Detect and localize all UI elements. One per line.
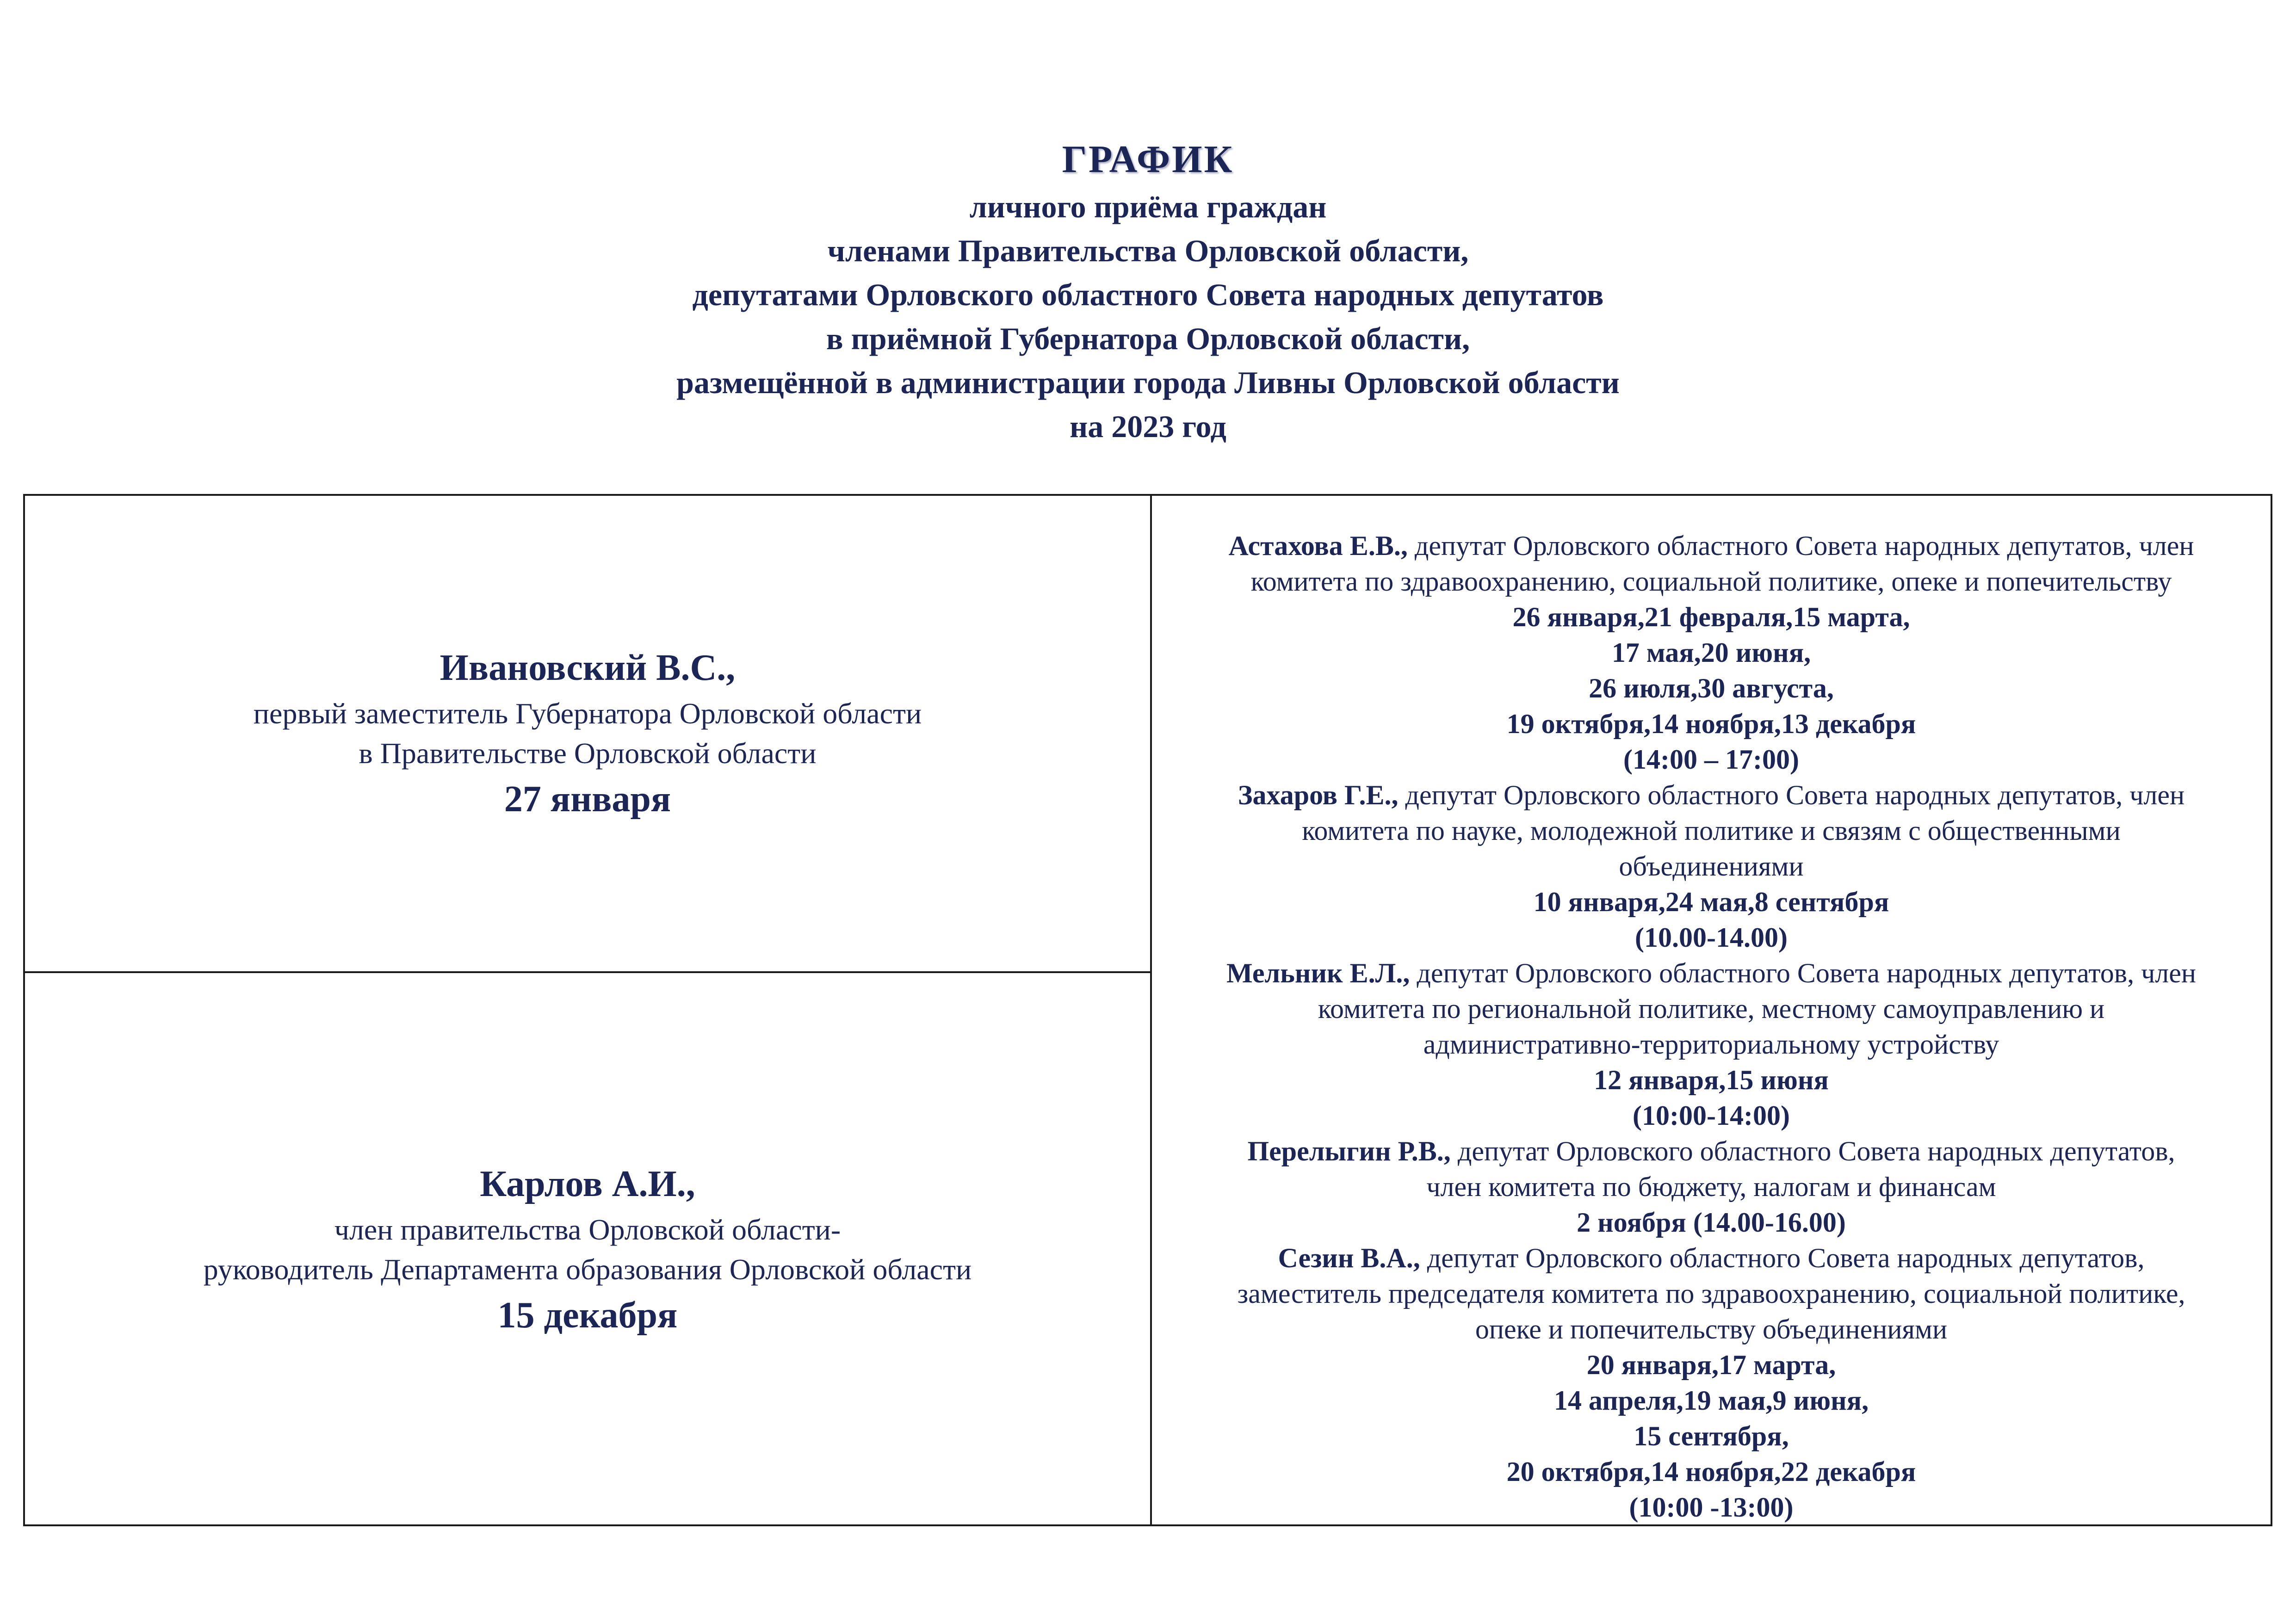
deputy-block-zakharov [1170, 777, 2252, 956]
document-title: ГРАФИК [1062, 138, 1234, 181]
official-date: 27 января [504, 779, 671, 820]
deputy-dates: 10 января,24 мая,8 сентября [1533, 887, 1889, 917]
deputy-dates: 14 апреля,19 мая,9 июня, [1553, 1385, 1869, 1416]
deputy-position: член комитета по бюджету, налогам и финансам [1426, 1172, 1996, 1202]
deputy-dates: 26 января,21 февраля,15 марта, [1512, 602, 1910, 632]
header-line: членами Правительства Орловской области, [827, 233, 1469, 268]
official-date: 15 декабря [497, 1295, 678, 1336]
official-name: Карлов А.И., [480, 1164, 695, 1204]
official-position: первый заместитель Губернатора Орловской области [253, 697, 922, 730]
header-line: личного приёма граждан [969, 189, 1327, 224]
deputy-name: Мельник Е.Л., [1226, 958, 1410, 988]
deputy-dates: 12 января,15 июня [1594, 1065, 1829, 1095]
official-position: в Правительстве Орловской области [359, 737, 817, 770]
deputy-intro-line [1170, 777, 2252, 813]
deputy-position: заместитель председателя комитета по здравоохранению, социальной политике, [1237, 1278, 2185, 1309]
deputy-position: комитета по науке, молодежной политике и связям с общественными [1302, 815, 2121, 846]
header-line: на 2023 год [1070, 409, 1226, 444]
deputy-position: комитета по здравоохранению, социальной политике, опеке и попечительству [1250, 566, 2172, 597]
deputy-position: депутат Орловского областного Совета народных депутатов, член [1410, 958, 2196, 988]
deputy-dates: 17 мая,20 июня, [1611, 637, 1811, 668]
deputy-block-perelygin [1170, 1134, 2252, 1240]
deputy-dates: 20 января,17 марта, [1586, 1350, 1836, 1380]
deputy-name: Сезин В.А., [1278, 1243, 1420, 1273]
deputy-hours: (10:00-14:00) [1633, 1100, 1790, 1131]
deputy-position: депутат Орловского областного Совета народных депутатов, [1420, 1243, 2145, 1273]
deputy-intro-line [1170, 528, 2252, 564]
deputy-position: депутат Орловского областного Совета народных депутатов, член [1407, 530, 2194, 561]
deputy-dates: 19 октября,14 ноября,13 декабря [1506, 709, 1916, 739]
header-line: депутатами Орловского областного Совета народных депутатов [692, 277, 1604, 312]
deputy-hours: (10.00-14.00) [1635, 922, 1788, 953]
deputy-hours: (14:00 – 17:00) [1623, 744, 1799, 775]
header-line: в приёмной Губернатора Орловской области, [826, 321, 1470, 356]
deputy-block-melnik [1170, 956, 2252, 1134]
deputy-dates: 20 октября,14 ноября,22 декабря [1506, 1456, 1916, 1487]
deputy-intro-line [1170, 1240, 2252, 1276]
deputy-dates: 15 сентября, [1634, 1421, 1789, 1451]
deputy-intro-line [1170, 956, 2252, 991]
deputy-dates: 26 июля,30 августа, [1589, 673, 1834, 703]
deputy-hours: (10:00 -13:00) [1629, 1492, 1794, 1523]
schedule-table [23, 494, 2272, 1526]
deputy-position: депутат Орловского областного Совета народных депутатов, член [1398, 780, 2185, 810]
official-cell-ivanovsky [25, 496, 1150, 971]
document-header [0, 134, 2296, 449]
deputy-dates: 2 ноября (14.00-16.00) [1577, 1207, 1846, 1238]
deputy-name: Перелыгин Р.В., [1247, 1136, 1451, 1166]
deputies-cell [1152, 528, 2271, 1525]
deputy-position: административно-территориальному устройству [1423, 1029, 1999, 1060]
deputy-position: депутат Орловского областного Совета народных депутатов, [1450, 1136, 2175, 1166]
header-line: размещённой в администрации города Ливны Орловской области [676, 365, 1620, 400]
official-name: Ивановский В.С., [439, 648, 736, 688]
deputy-position: комитета по региональной политике, местному самоуправлению и [1318, 993, 2105, 1024]
deputy-block-astakhova [1170, 528, 2252, 777]
deputy-intro-line [1170, 1134, 2252, 1169]
deputy-position: объединениями [1619, 851, 1804, 882]
official-position: руководитель Департамента образования Орловской области [203, 1253, 972, 1286]
deputy-position: опеке и попечительству объединениями [1475, 1314, 1948, 1344]
deputy-block-sezin [1170, 1240, 2252, 1525]
official-position: член правительства Орловской области- [334, 1213, 841, 1246]
deputy-name: Захаров Г.Е., [1238, 780, 1399, 810]
official-cell-karlov [25, 973, 1150, 1526]
deputy-name: Астахова Е.В., [1228, 530, 1408, 561]
